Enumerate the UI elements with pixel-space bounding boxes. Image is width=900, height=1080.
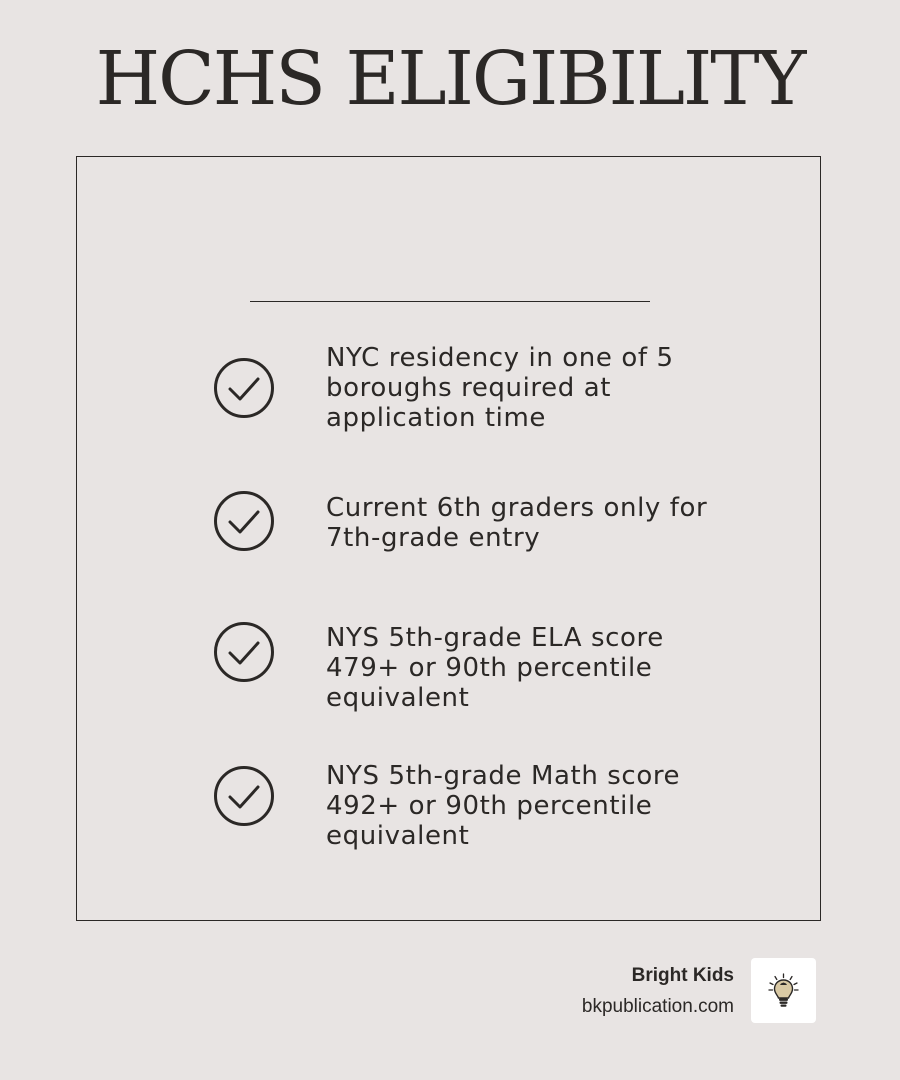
requirement-text: NYC residency in one of 5 boroughs required at application time [326,343,674,433]
brand-name: Bright Kids [631,965,734,986]
check-circle-icon [213,490,275,552]
divider-line [250,301,650,302]
brand-url[interactable]: bkpublication.com [581,996,734,1017]
requirement-text: NYS 5th-grade ELA score 479+ or 90th percentile equivalent [326,623,664,713]
brand-logo [751,958,816,1023]
check-circle-icon [213,765,275,827]
page-title: HCHS ELIGIBILITY [95,36,805,122]
requirement-text: Current 6th graders only for 7th-grade entry [326,493,708,553]
lightbulb-icon [751,958,816,1023]
check-circle-icon [213,621,275,683]
requirement-text: NYS 5th-grade Math score 492+ or 90th percentile equivalent [326,761,681,851]
check-circle-icon [213,357,275,419]
eligibility-panel [76,156,821,921]
